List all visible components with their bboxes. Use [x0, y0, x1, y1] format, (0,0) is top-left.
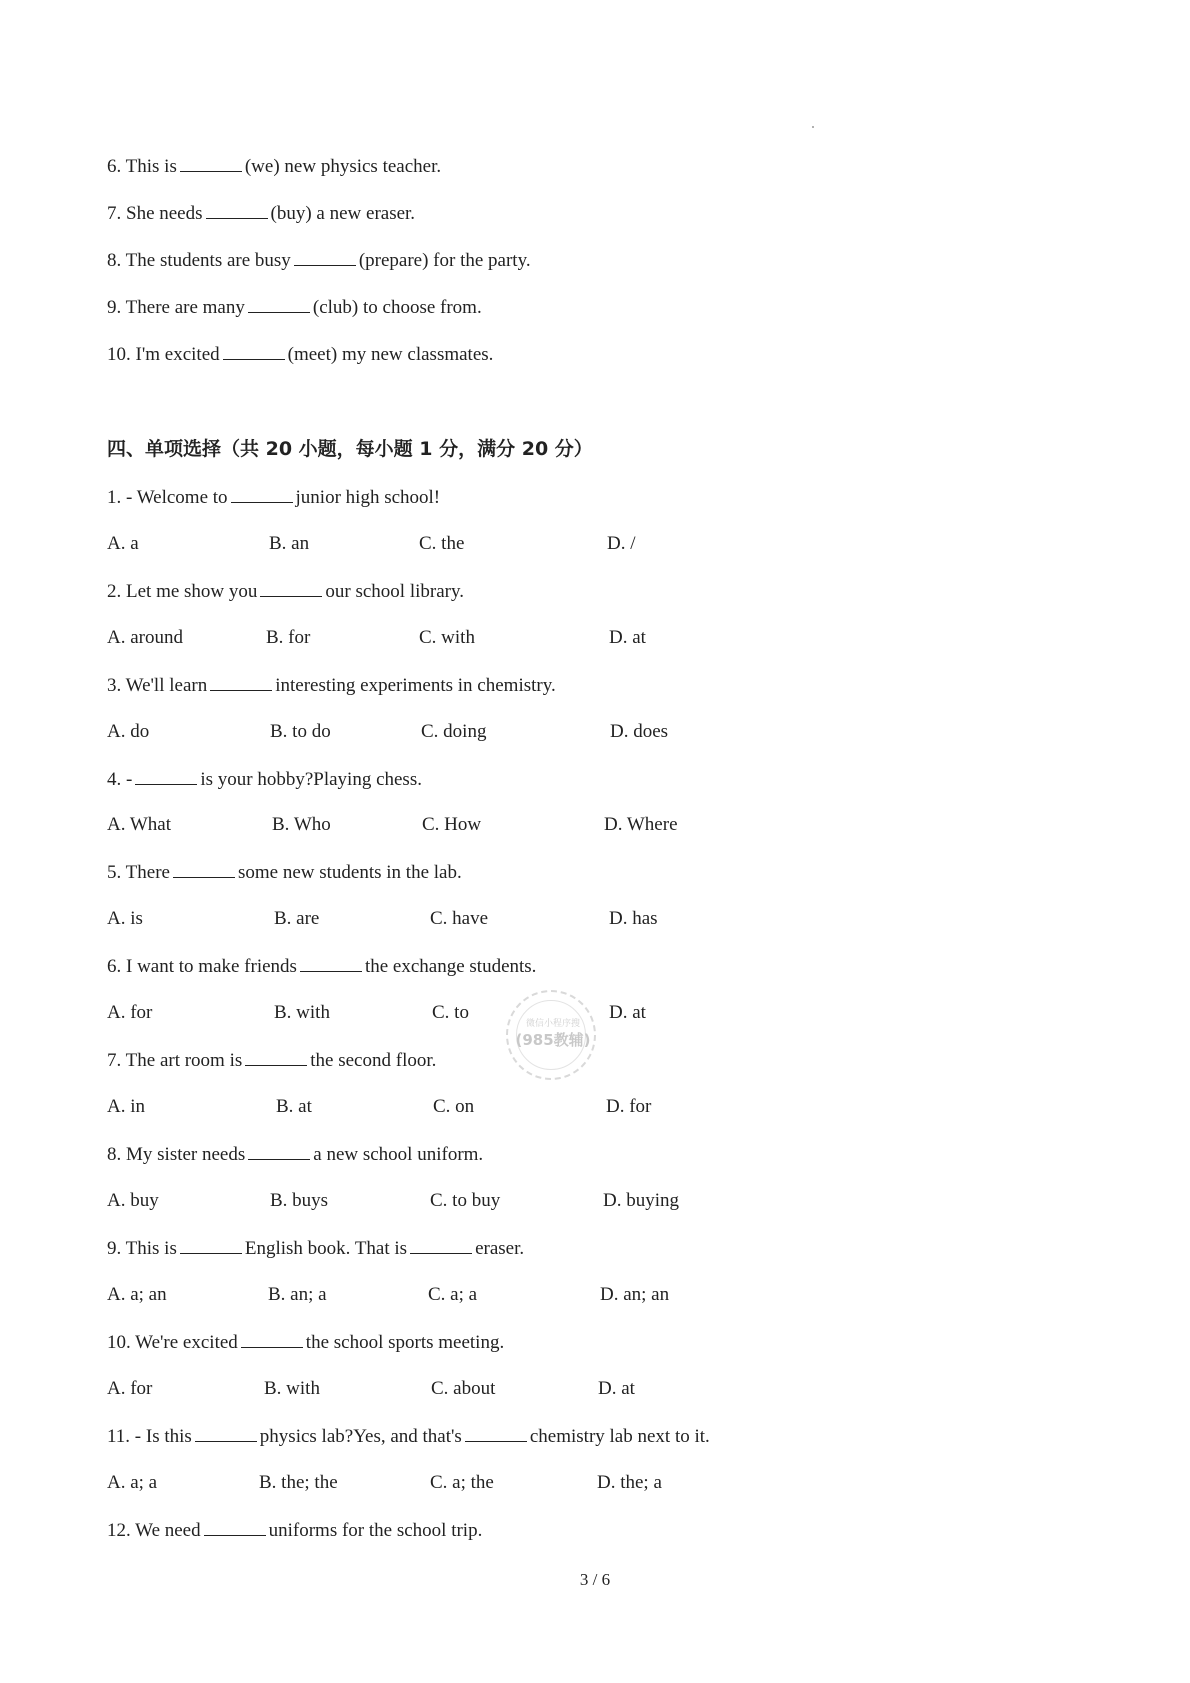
option-b: B. for: [266, 627, 311, 648]
option-c: C. have: [430, 908, 489, 929]
answer-blank: [248, 1142, 310, 1160]
option-d: D. buying: [603, 1190, 679, 1211]
question-11: 11. - Is this physics lab?Yes, and that's chemistry lab next to it.: [107, 1426, 710, 1447]
fill-in-10: 10. I'm excited (meet) my new classmates.: [107, 344, 494, 365]
question-10: 10. We're excited the school sports meeting.: [107, 1332, 505, 1353]
option-b: B. at: [276, 1096, 312, 1117]
answer-blank: [248, 295, 310, 313]
option-b: B. an: [269, 533, 310, 554]
option-a: A. around: [107, 627, 183, 648]
option-b: B. are: [274, 908, 320, 929]
option-d: D. at: [598, 1378, 635, 1399]
answer-blank: [410, 1236, 472, 1254]
answer-blank: [223, 342, 285, 360]
watermark-stamp: [506, 990, 596, 1080]
question-7: 7. The art room is the second floor.: [107, 1050, 437, 1071]
fill-in-8: 8. The students are busy (prepare) for the party.: [107, 250, 531, 271]
question-3: 3. We'll learn interesting experiments in chemistry.: [107, 675, 556, 696]
option-c: C. to buy: [430, 1190, 501, 1211]
option-c: C. doing: [421, 721, 487, 742]
option-c: C. the: [419, 533, 465, 554]
answer-blank: [241, 1330, 303, 1348]
question-12: 12. We need uniforms for the school trip.: [107, 1520, 483, 1541]
option-c: C. to: [432, 1002, 469, 1023]
answer-blank: [180, 1236, 242, 1254]
question-4: 4. - is your hobby?Playing chess.: [107, 769, 422, 790]
option-d: D. /: [607, 533, 636, 554]
answer-blank: [206, 201, 268, 219]
option-a: A. is: [107, 908, 143, 929]
answer-blank: [245, 1048, 307, 1066]
option-a: A. a; an: [107, 1284, 167, 1305]
watermark-line-2: (985教辅): [515, 1031, 591, 1049]
answer-blank: [294, 248, 356, 266]
fill-in-7: 7. She needs (buy) a new eraser.: [107, 203, 416, 224]
answer-blank: [173, 860, 235, 878]
option-a: A. a; a: [107, 1472, 158, 1493]
question-6: 6. I want to make friends the exchange students.: [107, 956, 537, 977]
fill-in-6: 6. This is (we) new physics teacher.: [107, 156, 442, 177]
option-d: D. at: [609, 1002, 646, 1023]
option-c: C. about: [431, 1378, 496, 1399]
option-d: D. Where: [604, 814, 678, 835]
answer-blank: [260, 579, 322, 597]
option-a: A. for: [107, 1378, 153, 1399]
option-b: B. Who: [272, 814, 331, 835]
option-d: D. the; a: [597, 1472, 662, 1493]
option-b: B. with: [264, 1378, 320, 1399]
option-d: D. an; an: [600, 1284, 670, 1305]
option-d: D. for: [606, 1096, 652, 1117]
stray-dot: [812, 126, 814, 128]
option-a: A. a: [107, 533, 139, 554]
answer-blank: [195, 1424, 257, 1442]
option-c: C. a; the: [430, 1472, 494, 1493]
option-c: C. on: [433, 1096, 475, 1117]
question-5: 5. There some new students in the lab.: [107, 862, 462, 883]
answer-blank: [210, 673, 272, 691]
option-b: B. to do: [270, 721, 331, 742]
option-a: A. What: [107, 814, 172, 835]
option-a: A. buy: [107, 1190, 159, 1211]
question-9: 9. This is English book. That is eraser.: [107, 1238, 525, 1259]
page-number: 3 / 6: [579, 1570, 611, 1589]
section-heading: 四、单项选择（共 20 小题，每小题 1 分，满分 20 分）: [107, 438, 593, 460]
option-c: C. a; a: [428, 1284, 478, 1305]
answer-blank: [300, 954, 362, 972]
option-a: A. in: [107, 1096, 145, 1117]
answer-blank: [204, 1518, 266, 1536]
option-b: B. an; a: [268, 1284, 327, 1305]
answer-blank: [231, 485, 293, 503]
answer-blank: [465, 1424, 527, 1442]
option-a: A. for: [107, 1002, 153, 1023]
option-b: B. with: [274, 1002, 330, 1023]
option-d: D. has: [609, 908, 658, 929]
fill-in-9: 9. There are many (club) to choose from.: [107, 297, 482, 318]
option-d: D. at: [609, 627, 646, 648]
option-c: C. How: [422, 814, 482, 835]
option-c: C. with: [419, 627, 475, 648]
answer-blank: [180, 154, 242, 172]
option-d: D. does: [610, 721, 669, 742]
watermark-line-1: 微信小程序搜: [525, 1019, 580, 1029]
option-a: A. do: [107, 721, 150, 742]
answer-blank: [135, 767, 197, 785]
question-8: 8. My sister needs a new school uniform.: [107, 1144, 484, 1165]
question-1: 1. - Welcome to junior high school!: [107, 487, 441, 508]
question-2: 2. Let me show you our school library.: [107, 581, 465, 602]
option-b: B. buys: [270, 1190, 329, 1211]
option-b: B. the; the: [259, 1472, 338, 1493]
